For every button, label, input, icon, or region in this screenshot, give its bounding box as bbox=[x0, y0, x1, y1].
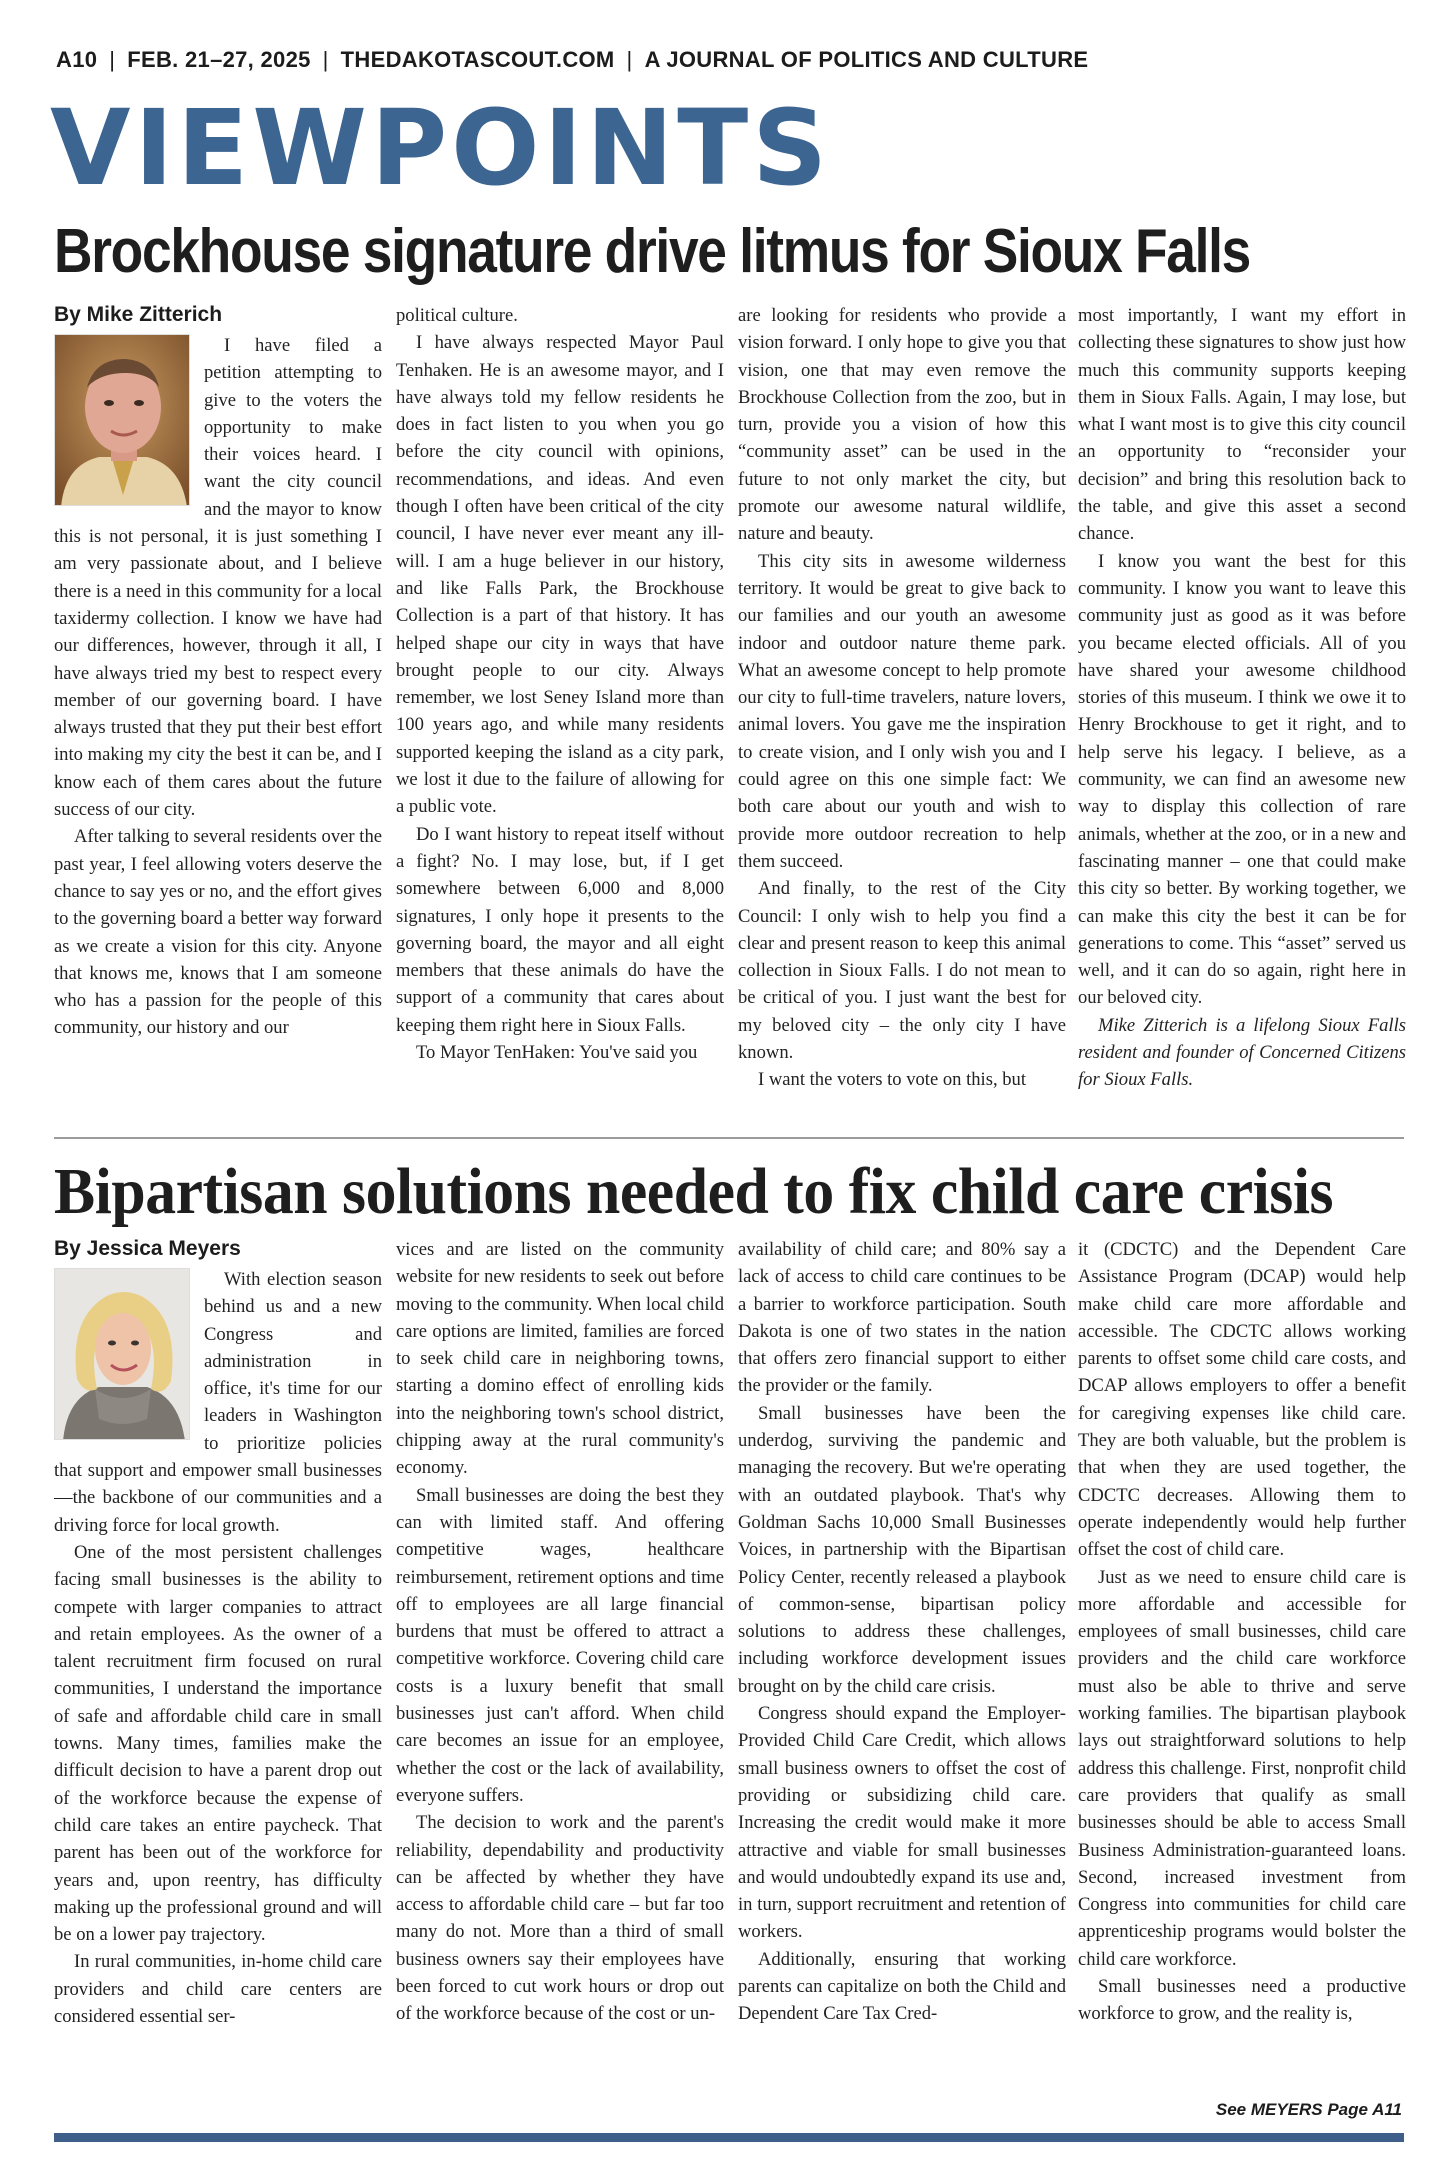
article2-column-4 bbox=[1078, 1236, 1406, 2094]
paragraph: I know you want the best for this community. I know you want to leave this community just as good as it was before you became elected officials. All of you have shared your awesome childhood stories of this museum. I think we owe it to Henry Brockhouse to get it right, and to help serve his legacy. I believe, as a community, we can find an awesome new way to display this collection of rare animals, whether at the zoo, or in a new and fascinating manner – one that could make this city so better. By working together, we can make this city the best it can be for generations to come. This “asset” served us well, and it can do so again, right here in our beloved city. bbox=[1078, 550, 1406, 1009]
paragraph: This city sits in awesome wilderness territory. It would be great to give back to our families and our youth an awesome indoor and outdoor nature theme park. What an awesome concept to help promote our city to full-time travelers, nature lovers, animal lovers. You gave me the inspiration to create vision, and I only wish you and I could agree on this one simple fact: We both care about our youth and wish to provide more outdoor recreation to help them succeed. bbox=[738, 550, 1066, 872]
folio-separator: | bbox=[626, 47, 633, 72]
paragraph: Small businesses have been the underdog, surviving the pandemic and managing the recovery. But we're operating with an outdated playbook. That's why Goldman Sachs 10,000 Small Businesses Voices, in partnership with the Bipartisan Policy Center, recently released a playbook of common-sense, bipartisan policy solutions to address these challenges, including workforce development issues brought on by the child care crisis. bbox=[738, 1402, 1066, 1697]
paragraph: Just as we need to ensure child care is more affordable and accessible for employees of small businesses, child care providers and the child care workforce must also be able to thrive and serve working families. The bipartisan playbook lays out straightforward solutions to help address this challenge. First, nonprofit child care providers that qualify as small businesses should be able to access Small Business Administration-guaranteed loans. Second, increased investment from Congress into communities for child care apprenticeship programs would bolster the child care workforce. bbox=[1078, 1566, 1406, 1970]
paragraph: vices and are listed on the community website for new residents to seek out before moving to the community. When local child care options are limited, families are forced to seek child care in neighboring towns, starting a domino effect of enrolling kids into the neighboring town's school district, chipping away at the rural community's economy. bbox=[396, 1239, 724, 1479]
paragraph: Do I want history to repeat itself without a fight? No. I may lose, but, if I get somewhere between 6,000 and 8,000 signatures, I only hope it presents to the governing board, the mayor and all eight members that these animals do have the support of a community that cares about keeping them right here in Sioux Falls. bbox=[396, 823, 724, 1036]
author-portrait-mike-zitterich bbox=[55, 335, 190, 506]
article2-column-1 bbox=[54, 1236, 382, 2094]
section-title: VIEWPOINTS bbox=[50, 87, 832, 209]
paragraph: To Mayor TenHaken: You've said you bbox=[416, 1042, 698, 1064]
paragraph: most importantly, I want my effort in collecting these signatures to show just how much this community supports keeping them in Sioux Falls. Again, I may lose, but what I want most is to give this city council an opportunity to “reconsider your decision” and bring this resolution back to the table, and give this asset a second chance. bbox=[1078, 305, 1406, 545]
folio-separator: | bbox=[322, 47, 329, 72]
paragraph: Congress should expand the Employer-Provided Child Care Credit, which allows small business owners to offset the cost of providing or subsidizing child care. Increasing the credit would make it more attractive and viable for small businesses and would undoubtedly expand its use and, in turn, support recruitment and retention of workers. bbox=[738, 1703, 1066, 1943]
author-portrait-jessica-meyers bbox=[55, 1269, 190, 1440]
folio-line bbox=[56, 47, 1400, 77]
paragraph: One of the most persistent challenges facing small businesses is the ability to compete with larger companies to attract and retain employees. As the owner of a talent recruitment firm focused on rural communities, I understand the importance of safe and affordable child care in small towns. Many times, families make the difficult decision to have a parent drop out of the workforce because the expense of child care takes an entire paycheck. That parent has been out of the workforce for years and, upon reentry, has difficulty making up the professional ground and will be on a lower pay trajectory. bbox=[54, 1541, 382, 1946]
paragraph: Small businesses are doing the best they can with limited staff. And offering competitive wages, healthcare reimbursement, retirement options and time off to employees are all large financial burdens that must be offered to attract a competitive workforce. Covering child care costs is a luxury benefit that small businesses just can't afford. When child care becomes an issue for an employee, whether the cost or the lack of availability, everyone suffers. bbox=[396, 1484, 724, 1806]
website[interactable]: THEDAKOTASCOUT.COM bbox=[340, 47, 615, 72]
paragraph: it (CDCTC) and the Dependent Care Assistance Program (DCAP) would help make child care more affordable and accessible. The CDCTC allows working parents to offset some child care costs, and DCAP allows employers to offer a benefit for caregiving expenses like child care. They are both valuable, but the problem is that when they are used together, the CDCTC decreases. Allowing them to operate independently would help further offset the cost of child care. bbox=[1078, 1239, 1406, 1561]
paragraph: Small businesses need a productive workforce to grow, and the reality is, bbox=[1078, 1976, 1406, 2025]
paragraph: In rural communities, in-home child care providers and child care centers are considered essential ser- bbox=[54, 1951, 382, 2028]
article2-column-2 bbox=[396, 1236, 724, 2094]
article2-byline: By Jessica Meyers bbox=[54, 1237, 241, 1260]
paragraph: are looking for residents who provide a vision forward. I only hope to give you that vision, one that may even remove the Brockhouse Collection from the zoo, but in turn, provide you a vision of how this “community asset” can be used in the future to not only market the city, but promote our awesome natural wildlife, nature and beauty. bbox=[738, 305, 1066, 545]
page-number: A10 bbox=[56, 47, 98, 72]
paragraph: The decision to work and the parent's reliability, dependability and productivity can be affected by whether they have access to affordable child care – but far too many do not. More than a third of small business owners say their employees have been forced to cut work hours or drop out of the workforce because of the cost or un- bbox=[396, 1812, 724, 2025]
issue-date: FEB. 21–27, 2025 bbox=[127, 47, 311, 72]
author-bio: Mike Zitterich is a lifelong Sioux Falls resident and founder of Concerned Citizens for Sioux Falls. bbox=[1078, 1014, 1406, 1091]
tagline: A JOURNAL OF POLITICS AND CULTURE bbox=[644, 47, 1089, 72]
paragraph: With election season behind us and a new Congress and administration in office, it's time for our leaders in Washington to prioritize policies that support and empower small businesses—the backbone of our communities and a driving force for local growth. bbox=[54, 1269, 382, 1536]
author-photo bbox=[54, 334, 190, 506]
paragraph: Additionally, ensuring that working parents can capitalize on both the Child and Dependent Care Tax Cred- bbox=[738, 1948, 1066, 2025]
footer-bar bbox=[54, 2133, 1404, 2142]
paragraph: I have always respected Mayor Paul Tenhaken. He is an awesome mayor, and I have always told my fellow residents he does in fact listen to you when you go before the city council with opinions, recommendations, and ideas. And even though I often have been critical of the city council, I have never ever meant any ill-will. I am a huge believer in our history, and like Falls Park, the Brockhouse Collection is a part of that history. It has helped shape our city in ways that have brought people to our city. Always remember, we lost Seney Island more than 100 years ago, and while many residents supported keeping the island as a city park, we lost it due to the failure of allowing for a public vote. bbox=[396, 332, 724, 818]
paragraph: I have filed a petition attempting to give to the voters the opportunity to make their voices heard. I want the city council and the mayor to know this is not personal, it is just something I am very passionate about, and I believe there is a need in this community for a local taxidermy collection. I know we have had our differences, however, through it all, I have always tried my best to respect every member of our governing board. I have always trusted that they put their best effort into making my city the best it can be, and I know each of them cares about the future success of our city. bbox=[54, 335, 382, 821]
article1-column-1 bbox=[54, 302, 382, 1124]
article1-column-3 bbox=[738, 302, 1066, 1124]
article1-column-4 bbox=[1078, 302, 1406, 1124]
jump-line[interactable]: See MEYERS Page A11 bbox=[1215, 2100, 1402, 2119]
paragraph: And finally, to the rest of the City Council: I only wish to help you find a clear and present reason to keep this animal collection in Sioux Falls. I do not mean to be critical of you. I just want the best for my beloved city – the only city I have known. bbox=[738, 878, 1066, 1064]
article2-column-3 bbox=[738, 1236, 1066, 2094]
article1-column-2 bbox=[396, 302, 724, 1124]
paragraph: availability of child care; and 80% say a lack of access to child care continues to be a barrier to workforce participation. South Dakota is one of two states in the nation that offers zero financial support to either the provider or the family. bbox=[738, 1239, 1066, 1397]
article1-byline: By Mike Zitterich bbox=[54, 303, 223, 326]
paragraph: After talking to several residents over the past year, I feel allowing voters deserve the chance to say yes or no, and the effort gives to the governing board a better way forward as we create a vision for this city. Anyone that knows me, knows that I am someone who has a passion for the people of this community, our history and our bbox=[54, 826, 382, 1039]
paragraph: I want the voters to vote on this, but bbox=[758, 1069, 1027, 1091]
folio-separator: | bbox=[109, 47, 116, 72]
section-divider bbox=[54, 1137, 1404, 1139]
author-photo bbox=[54, 1268, 190, 1440]
paragraph: political culture. bbox=[396, 305, 518, 326]
article2-headline: Bipartisan solutions needed to fix child care crisis bbox=[54, 1155, 1334, 1228]
article1-headline: Brockhouse signature drive litmus for Sioux Falls bbox=[54, 217, 1251, 286]
